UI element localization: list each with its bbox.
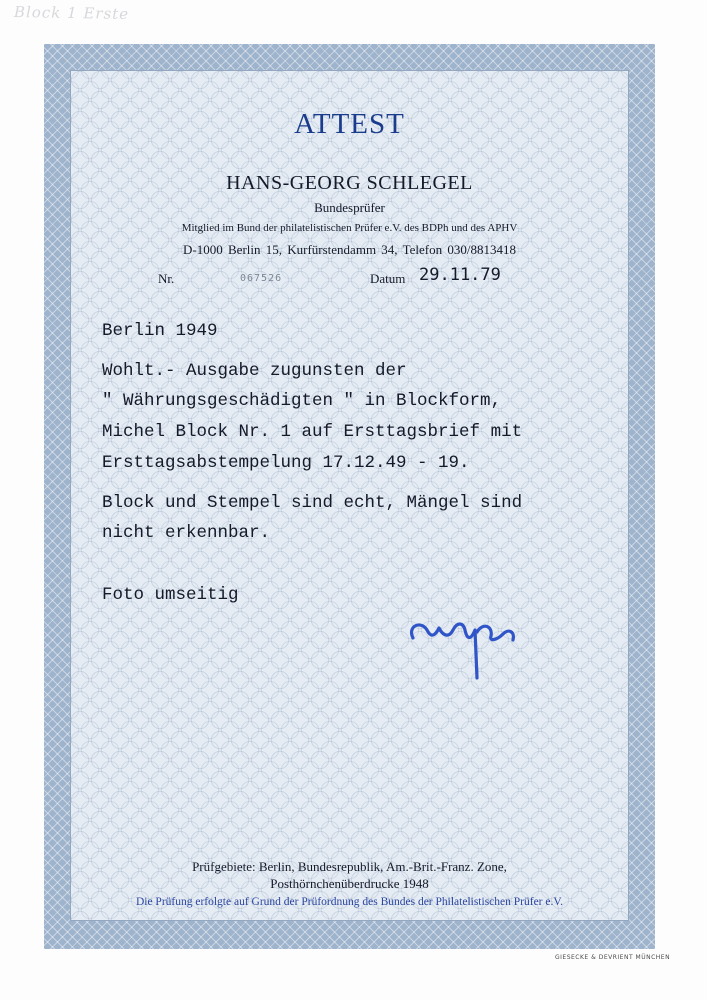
pencil-note: Block 1 Erste [13,2,130,24]
body-line-7: Foto umseitig [102,585,239,605]
number-label: Nr. [158,271,175,286]
footer-scope: Prüfgebiete: Berlin, Bundesrepublik, Am.-Brit.-Franz. Zone, [192,859,507,874]
printer-mark: GIESECKE & DEVRIENT MÜNCHEN [555,954,671,961]
certificate-date: 29.11.79 [419,265,501,285]
examiner-name: HANS-GEORG SCHLEGEL [226,172,473,194]
address-line: D-1000 Berlin 15, Kurfürstendamm 34, Telefon 030/8813418 [183,242,516,257]
examiner-role: Bundesprüfer [314,200,385,215]
examiner-signature [405,610,525,685]
certificate-number: 067526 [240,273,283,284]
body-line-1: Wohlt.- Ausgabe zugunsten der [102,361,407,381]
body-line-5: Block und Stempel sind echt, Mängel sind [102,493,523,513]
body-line-6: nicht erkennbar. [102,523,271,543]
body-line-4: Ersttagsabstempelung 17.12.49 - 19. [102,453,470,473]
membership-line: Mitglied im Bund der philatelistischen Prüfer e.V. des BDPh und des APHV [181,222,518,234]
date-label: Datum [370,271,406,286]
footer-regulation: Die Prüfung erfolgte auf Grund der Prüfordnung des Bundes der Philatelistischen Prüfer e.V. [135,896,564,908]
body-place-year: Berlin 1949 [102,321,218,341]
body-line-3: Michel Block Nr. 1 auf Ersttagsbrief mit [102,422,523,442]
certificate-title: ATTEST [294,108,405,140]
footer-scope-2: Posthörnchenüberdrucke 1948 [270,876,429,891]
body-line-2: " Währungsgeschädigten " in Blockform, [102,391,502,411]
